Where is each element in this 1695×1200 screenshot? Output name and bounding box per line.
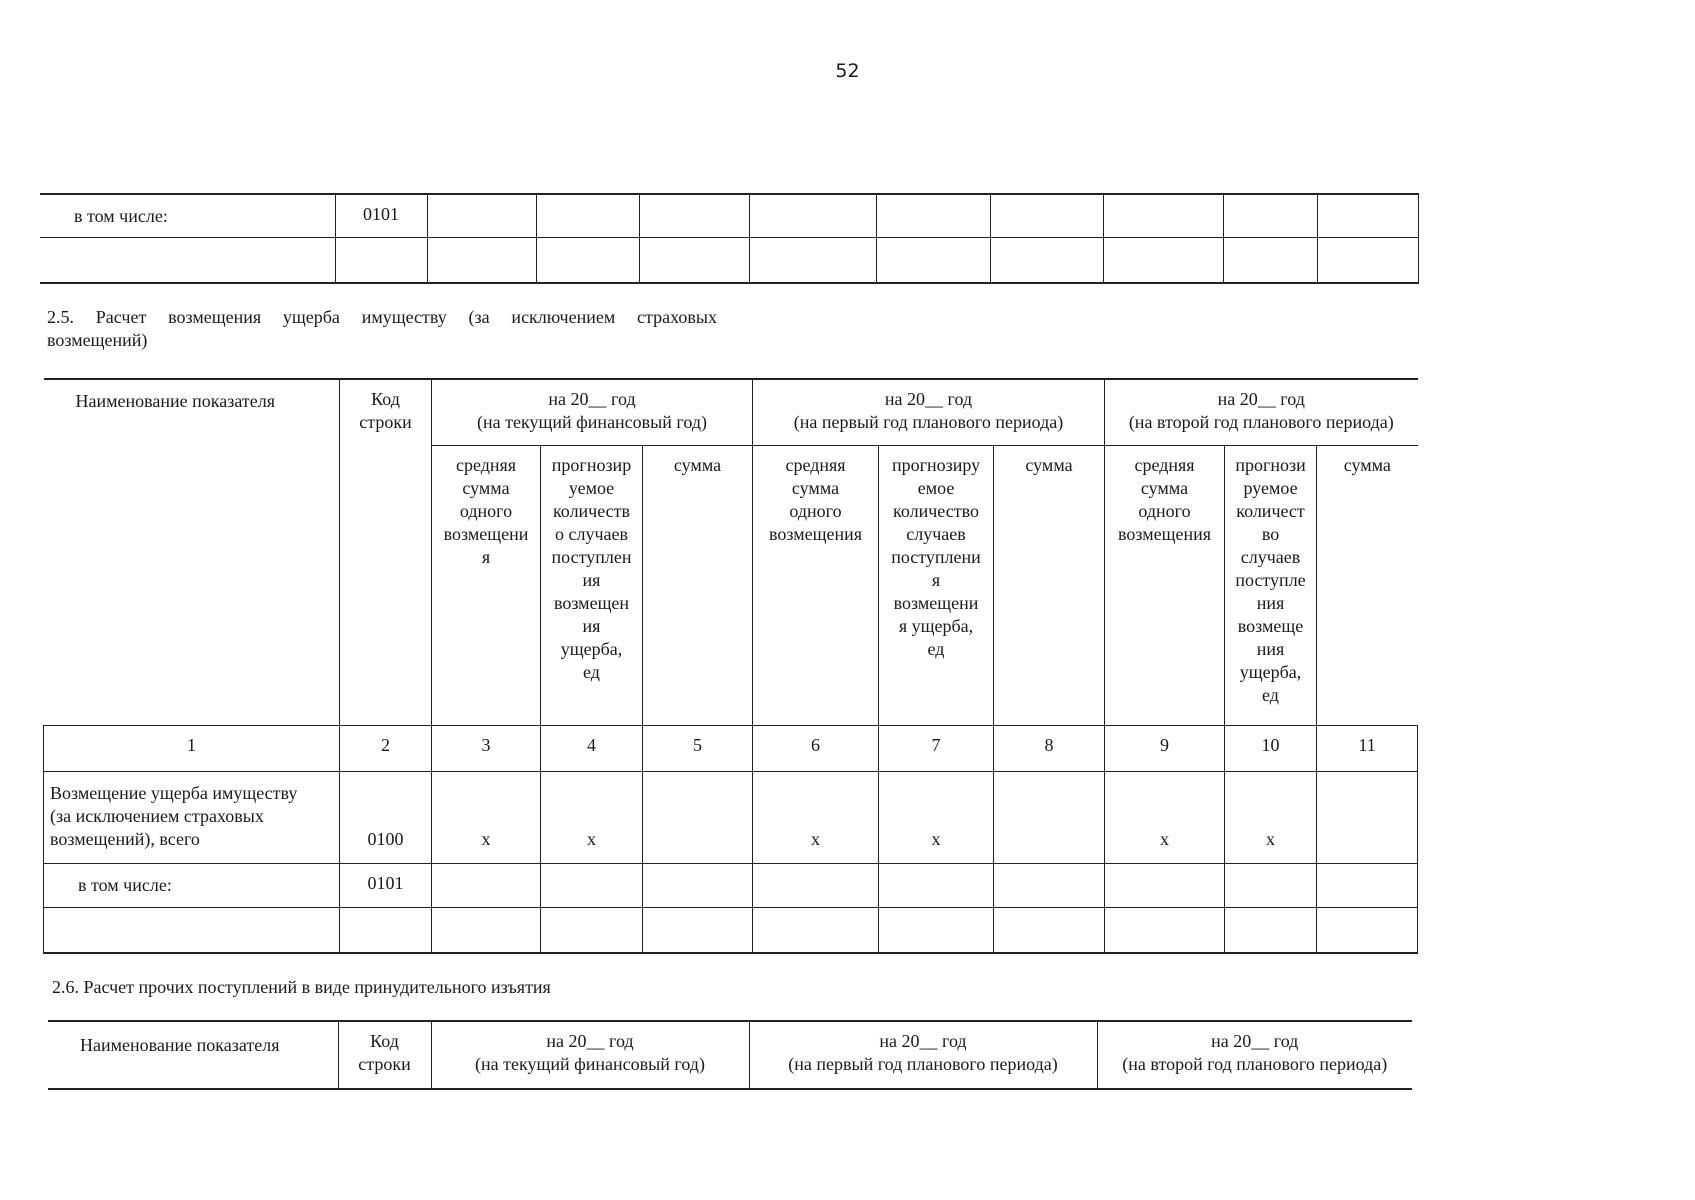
row-code: 0100 [340, 771, 432, 863]
data-cell [1105, 907, 1225, 953]
data-cell [1317, 863, 1418, 907]
subheader-sum [643, 445, 753, 725]
subheader-line: ед [583, 661, 600, 682]
not-applicable-mark: x [541, 771, 643, 863]
section-2-6-title: 2.6. Расчет прочих поступлений в виде принудительного изъятия [52, 977, 551, 997]
subheader-line: сумма [462, 477, 510, 498]
data-cell [1317, 194, 1418, 237]
subheader-line: прогнозиру [891, 454, 981, 475]
data-cell [541, 907, 643, 953]
data-cell [994, 863, 1105, 907]
subheader-line: ущерба, [560, 638, 623, 659]
header-period-first-plan: на 20__ год (на первый год планового периода) [749, 1021, 1097, 1089]
subheader-line: возмещения [1118, 523, 1212, 544]
data-cell [1105, 863, 1225, 907]
not-applicable-mark: x [1225, 771, 1317, 863]
row-name: Возмещение ущерба имуществу (за исключением страховых возмещений), всего [44, 771, 340, 863]
header-code: Код строки [340, 379, 432, 725]
column-number: 11 [1317, 725, 1418, 771]
not-applicable-mark: x [1105, 771, 1225, 863]
data-cell [1103, 194, 1223, 237]
subheader-line: сумма [1140, 477, 1189, 498]
data-cell [994, 771, 1105, 863]
data-cell [753, 907, 879, 953]
row-name: в том числе: [44, 863, 340, 907]
subheader-line: одного [789, 500, 842, 521]
data-cell [1317, 237, 1418, 283]
data-cell [541, 863, 643, 907]
section-2-5-table [43, 378, 1418, 954]
subheader-line: сумма [1343, 454, 1391, 475]
column-number: 3 [432, 725, 541, 771]
subheader-line: средняя [455, 454, 517, 475]
data-cell [1317, 907, 1418, 953]
subheader-avg-amount [1105, 445, 1225, 725]
section-2-5-title [47, 306, 717, 352]
subheader-line: я ущерба, [898, 615, 974, 636]
table-row [40, 237, 1418, 283]
subheader-line: прогнози [1235, 454, 1306, 475]
subheader-line: ущерба, [1239, 661, 1302, 682]
data-cell [1317, 771, 1418, 863]
page-number: 52 [835, 60, 860, 82]
subheader-line: ед [1262, 684, 1279, 705]
data-cell [1225, 907, 1317, 953]
subheader-line: ния [1256, 638, 1285, 659]
subheader-line: руемое [1243, 477, 1298, 498]
subheader-line: во [1261, 523, 1280, 544]
header-name: Наименование показателя [44, 379, 340, 725]
subheader-line: поступлен [551, 546, 632, 567]
column-number: 2 [340, 725, 432, 771]
subheader-line: возмещени [443, 523, 529, 544]
subheader-line: возмещен [553, 592, 630, 613]
subheader-line: уемое [568, 477, 615, 498]
subheader-line: сумма [791, 477, 840, 498]
subheader-line: одного [1138, 500, 1191, 521]
data-cell [427, 237, 536, 283]
row-code: 0101 [340, 863, 432, 907]
row-code: 0101 [335, 194, 427, 237]
data-cell [753, 863, 879, 907]
column-number: 6 [753, 725, 879, 771]
header-name: Наименование показателя [48, 1021, 338, 1089]
data-cell [1223, 194, 1317, 237]
row-name: в том числе: [40, 194, 335, 237]
not-applicable-mark: x [879, 771, 994, 863]
subheader-line: случаев [906, 523, 966, 544]
subheader-line: о случаев [554, 523, 628, 544]
header-period-current: на 20__ год (на текущий финансовый год) [431, 1021, 749, 1089]
subheader-line: я [931, 569, 941, 590]
subheader-line: возмеще [1237, 615, 1304, 636]
data-cell [427, 194, 536, 237]
subheader-sum [994, 445, 1105, 725]
column-number: 10 [1225, 725, 1317, 771]
subheader-line: ия [582, 615, 601, 636]
data-cell [643, 771, 753, 863]
subheader-line: ия [582, 569, 601, 590]
data-cell [1223, 237, 1317, 283]
subheader-line: поступле [1235, 569, 1306, 590]
subheader-forecast-count [541, 445, 643, 725]
data-cell [879, 907, 994, 953]
subheader-line: ния [1256, 592, 1285, 613]
data-cell [990, 194, 1103, 237]
subheader-line: сумма [673, 454, 722, 475]
subheader-line: количест [1236, 500, 1305, 521]
subheader-line: количество [893, 500, 979, 521]
data-cell [749, 194, 876, 237]
header-code: Код строки [338, 1021, 431, 1089]
section-2-6-table [48, 1020, 1412, 1090]
header-row [44, 379, 1418, 445]
row-code [335, 237, 427, 283]
subheader-line: сумма [1025, 454, 1073, 475]
subheader-line: случаев [1240, 546, 1301, 567]
subheader-line: я [481, 546, 491, 567]
data-cell [643, 863, 753, 907]
column-number: 8 [994, 725, 1105, 771]
header-row [48, 1021, 1412, 1089]
subheader-forecast-count [1225, 445, 1317, 725]
data-cell [749, 237, 876, 283]
data-cell [536, 237, 639, 283]
data-cell [639, 194, 749, 237]
header-period-second-plan: на 20__ год (на второй год планового периода) [1097, 1021, 1412, 1089]
data-cell [1103, 237, 1223, 283]
table-row [44, 907, 1418, 953]
column-number: 4 [541, 725, 643, 771]
section-2-5-title-line2: возмещений) [47, 330, 148, 350]
row-code [340, 907, 432, 953]
header-period-first-plan: на 20__ год (на первый год планового периода) [753, 379, 1105, 445]
header-period-second-plan: на 20__ год (на второй год планового периода) [1105, 379, 1418, 445]
data-cell [1225, 863, 1317, 907]
section-2-5-title-line1: 2.5. Расчет возмещения ущерба имуществу (за исключением страховых [47, 307, 717, 327]
column-number: 1 [44, 725, 340, 771]
data-cell [432, 863, 541, 907]
data-cell [432, 907, 541, 953]
data-cell [876, 237, 990, 283]
subheader-line: ед [927, 638, 945, 659]
not-applicable-mark: x [753, 771, 879, 863]
subheader-line: емое [917, 477, 955, 498]
subheader-avg-amount [432, 445, 541, 725]
data-cell [639, 237, 749, 283]
data-cell [994, 907, 1105, 953]
column-numbers-row [44, 725, 1418, 771]
subheader-line: средняя [1134, 454, 1195, 475]
data-cell [990, 237, 1103, 283]
subheader-line: возмещени [893, 592, 979, 613]
subheader-line: количеств [552, 500, 631, 521]
subheader-line: прогнозир [551, 454, 632, 475]
subheader-line: возмещения [769, 523, 863, 544]
top-table [40, 193, 1419, 284]
data-cell [536, 194, 639, 237]
column-number: 5 [643, 725, 753, 771]
subheader-line: средняя [785, 454, 846, 475]
table-row [44, 771, 1418, 863]
subheader-sum [1317, 445, 1418, 725]
table-row [40, 194, 1418, 237]
not-applicable-mark: x [432, 771, 541, 863]
data-cell [879, 863, 994, 907]
data-cell [876, 194, 990, 237]
column-number: 7 [879, 725, 994, 771]
subheader-avg-amount [753, 445, 879, 725]
subheader-line: одного [459, 500, 513, 521]
subheader-forecast-count [879, 445, 994, 725]
table-row [44, 863, 1418, 907]
column-number: 9 [1105, 725, 1225, 771]
subheader-line: поступлени [891, 546, 981, 567]
data-cell [643, 907, 753, 953]
row-name [40, 237, 335, 283]
row-name [44, 907, 340, 953]
header-period-current: на 20__ год (на текущий финансовый год) [432, 379, 753, 445]
